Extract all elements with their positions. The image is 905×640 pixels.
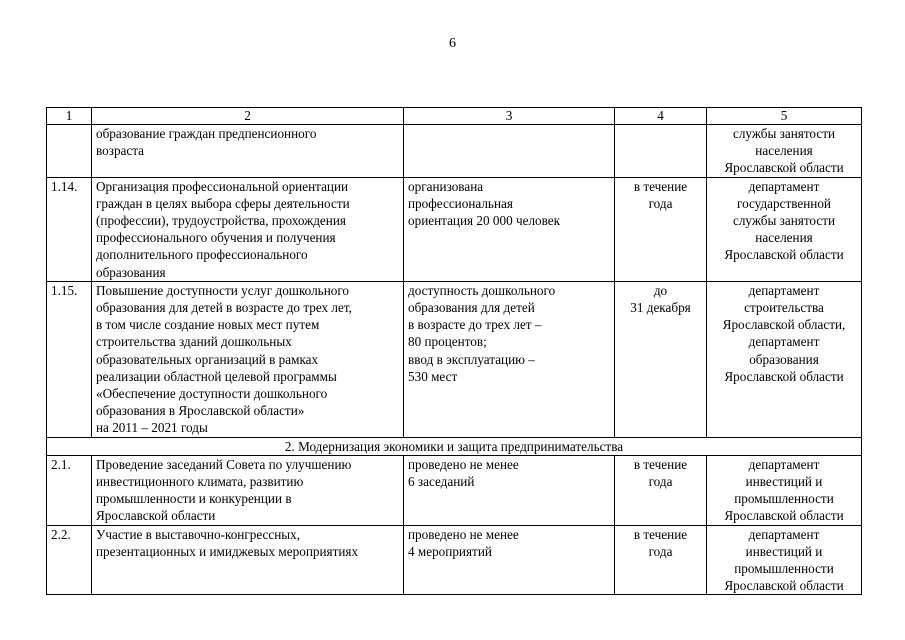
section-row [47,437,862,455]
row-number: 2.2. [47,525,92,595]
table-row [47,455,862,525]
plan-table [46,107,862,595]
row-number: 1.14. [47,177,92,281]
table-header-row [47,108,862,125]
table-row [47,525,862,595]
row-result: проведено не менее 4 мероприятий [404,525,615,595]
header-cell: 3 [404,108,615,125]
table-row [47,177,862,281]
header-cell: 4 [615,108,707,125]
row-action: Повышение доступности услуг дошкольного образования для детей в возрасте до трех лет, в том числе создание новых мест путем строительства зданий дошкольных образовательных организаций в рамках реализации областной целевой программы «Обеспечение доступности дошкольного образования в Ярославской области» на 2011 – 2021 годы [92,281,404,437]
row-term: в течение года [615,177,707,281]
row-number: 2.1. [47,455,92,525]
row-term: в течение года [615,525,707,595]
row-executor: департамент строительства Ярославской области, департамент образования Ярославской области [707,281,862,437]
row-result: организована профессиональная ориентация 20 000 человек [404,177,615,281]
section-title: 2. Модернизация экономики и защита предпринимательства [47,437,862,455]
row-executor: службы занятости населения Ярославской области [707,125,862,178]
row-term: в течение года [615,455,707,525]
row-executor: департамент инвестиций и промышленности Ярославской области [707,525,862,595]
row-result: доступность дошкольного образования для детей в возрасте до трех лет – 80 процентов; ввод в эксплуатацию – 530 мест [404,281,615,437]
row-term [615,125,707,178]
header-cell: 5 [707,108,862,125]
table-row [47,125,862,178]
row-action: образование граждан предпенсионного возраста [92,125,404,178]
row-term: до 31 декабря [615,281,707,437]
row-result [404,125,615,178]
row-number: 1.15. [47,281,92,437]
row-action: Организация профессиональной ориентации граждан в целях выбора сферы деятельности (профессии), трудоустройства, прохождения профессионального обучения и получения дополнительного профессионального образования [92,177,404,281]
row-action: Проведение заседаний Совета по улучшению инвестиционного климата, развитию промышленности и конкуренции в Ярославской области [92,455,404,525]
page-number: 6 [449,36,456,51]
row-executor: департамент инвестиций и промышленности Ярославской области [707,455,862,525]
table-row [47,281,862,437]
row-number [47,125,92,178]
row-action: Участие в выставочно-конгрессных, презентационных и имиджевых мероприятиях [92,525,404,595]
row-result: проведено не менее 6 заседаний [404,455,615,525]
row-executor: департамент государственной службы занятости населения Ярославской области [707,177,862,281]
header-cell: 1 [47,108,92,125]
header-cell: 2 [92,108,404,125]
